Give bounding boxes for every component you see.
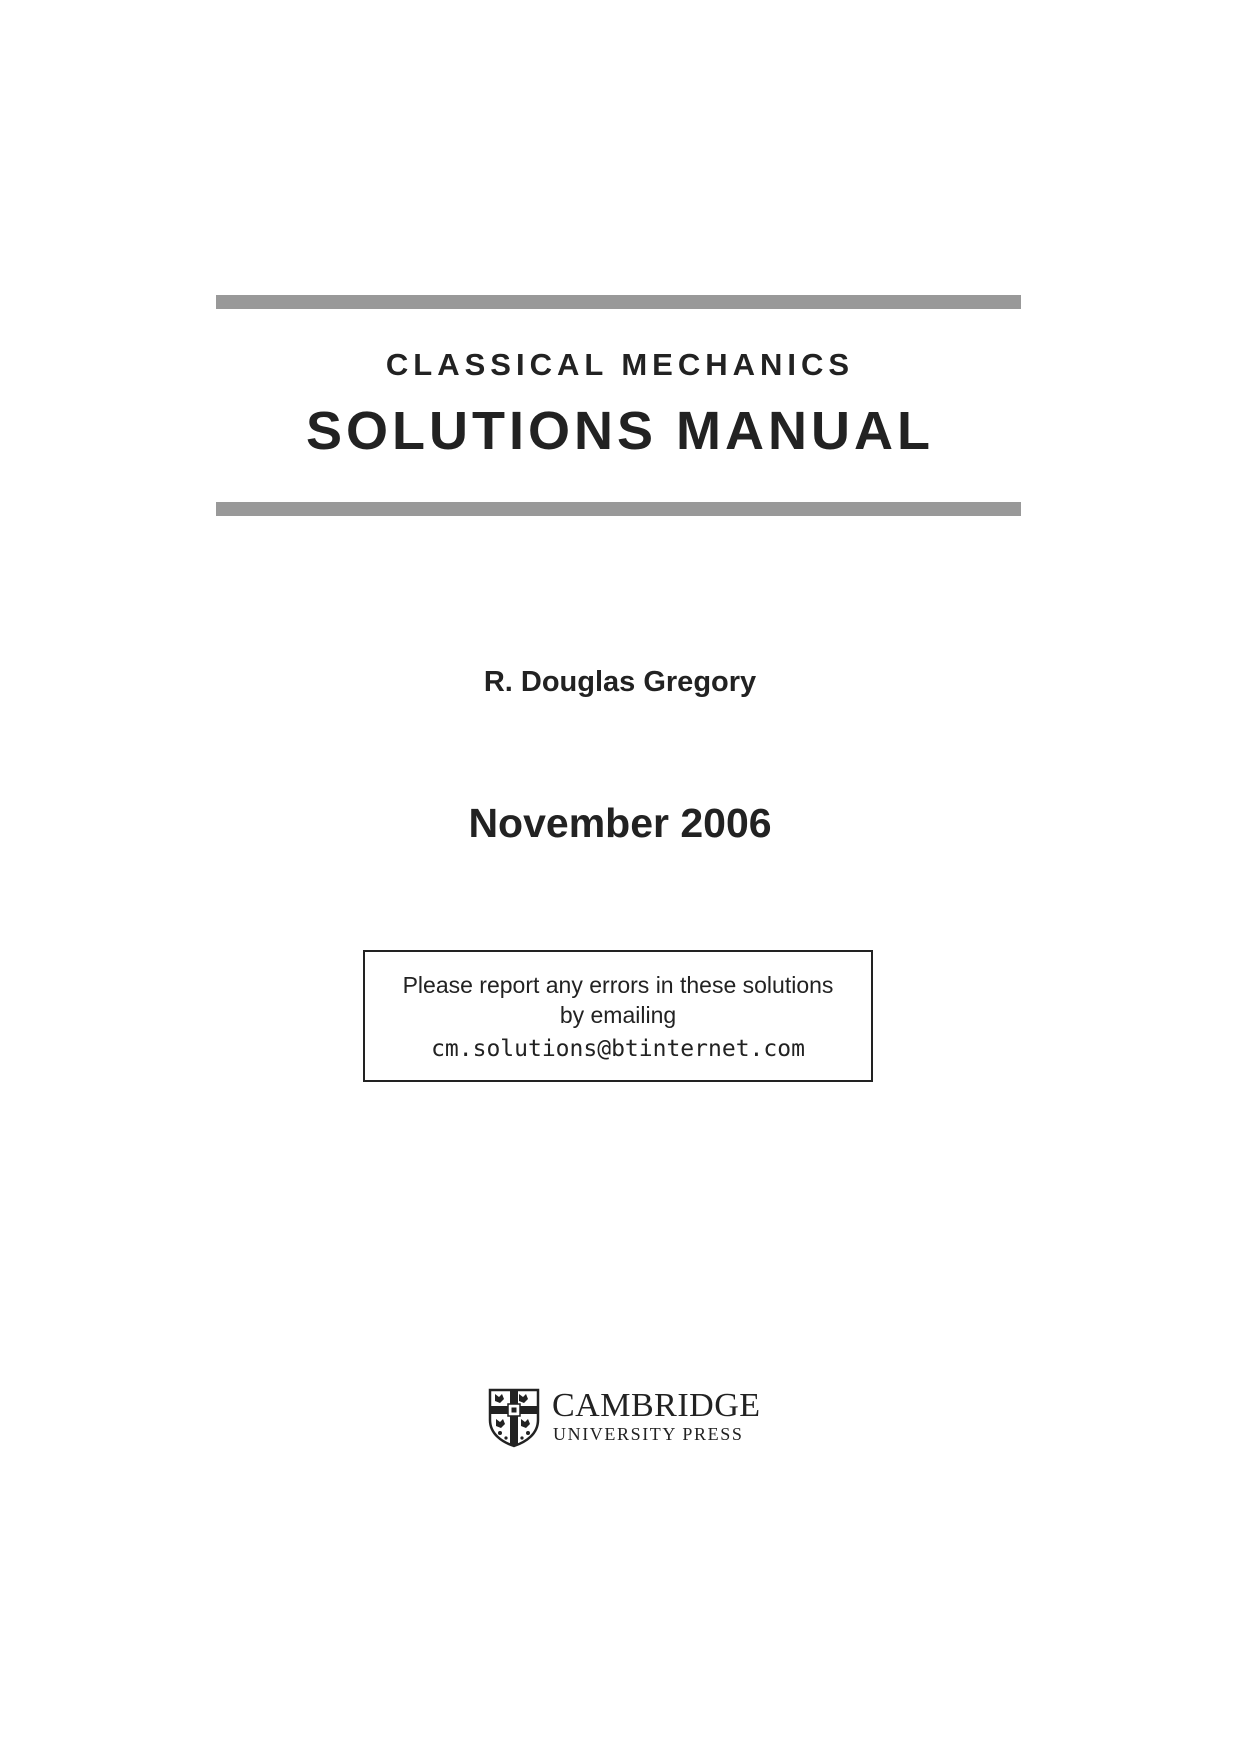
bottom-rule (216, 502, 1021, 516)
publisher-subtitle: UNIVERSITY PRESS (553, 1424, 744, 1444)
top-rule (216, 295, 1021, 309)
errata-email: cm.solutions@btinternet.com (431, 1036, 805, 1062)
series-title: CLASSICAL MECHANICS (385, 347, 855, 382)
cambridge-crest-icon (488, 1388, 540, 1448)
notice-line-1: Please report any errors in these solutions (402, 972, 834, 998)
publisher-name: CAMBRIDGE (552, 1387, 761, 1424)
author-name: R. Douglas Gregory (483, 666, 757, 698)
publisher-logo (488, 1388, 768, 1448)
notice-line-2: by emailing (559, 1002, 677, 1028)
publication-date: November 2006 (468, 800, 772, 846)
main-title: SOLUTIONS MANUAL (306, 401, 934, 461)
errata-notice-box (363, 950, 873, 1082)
